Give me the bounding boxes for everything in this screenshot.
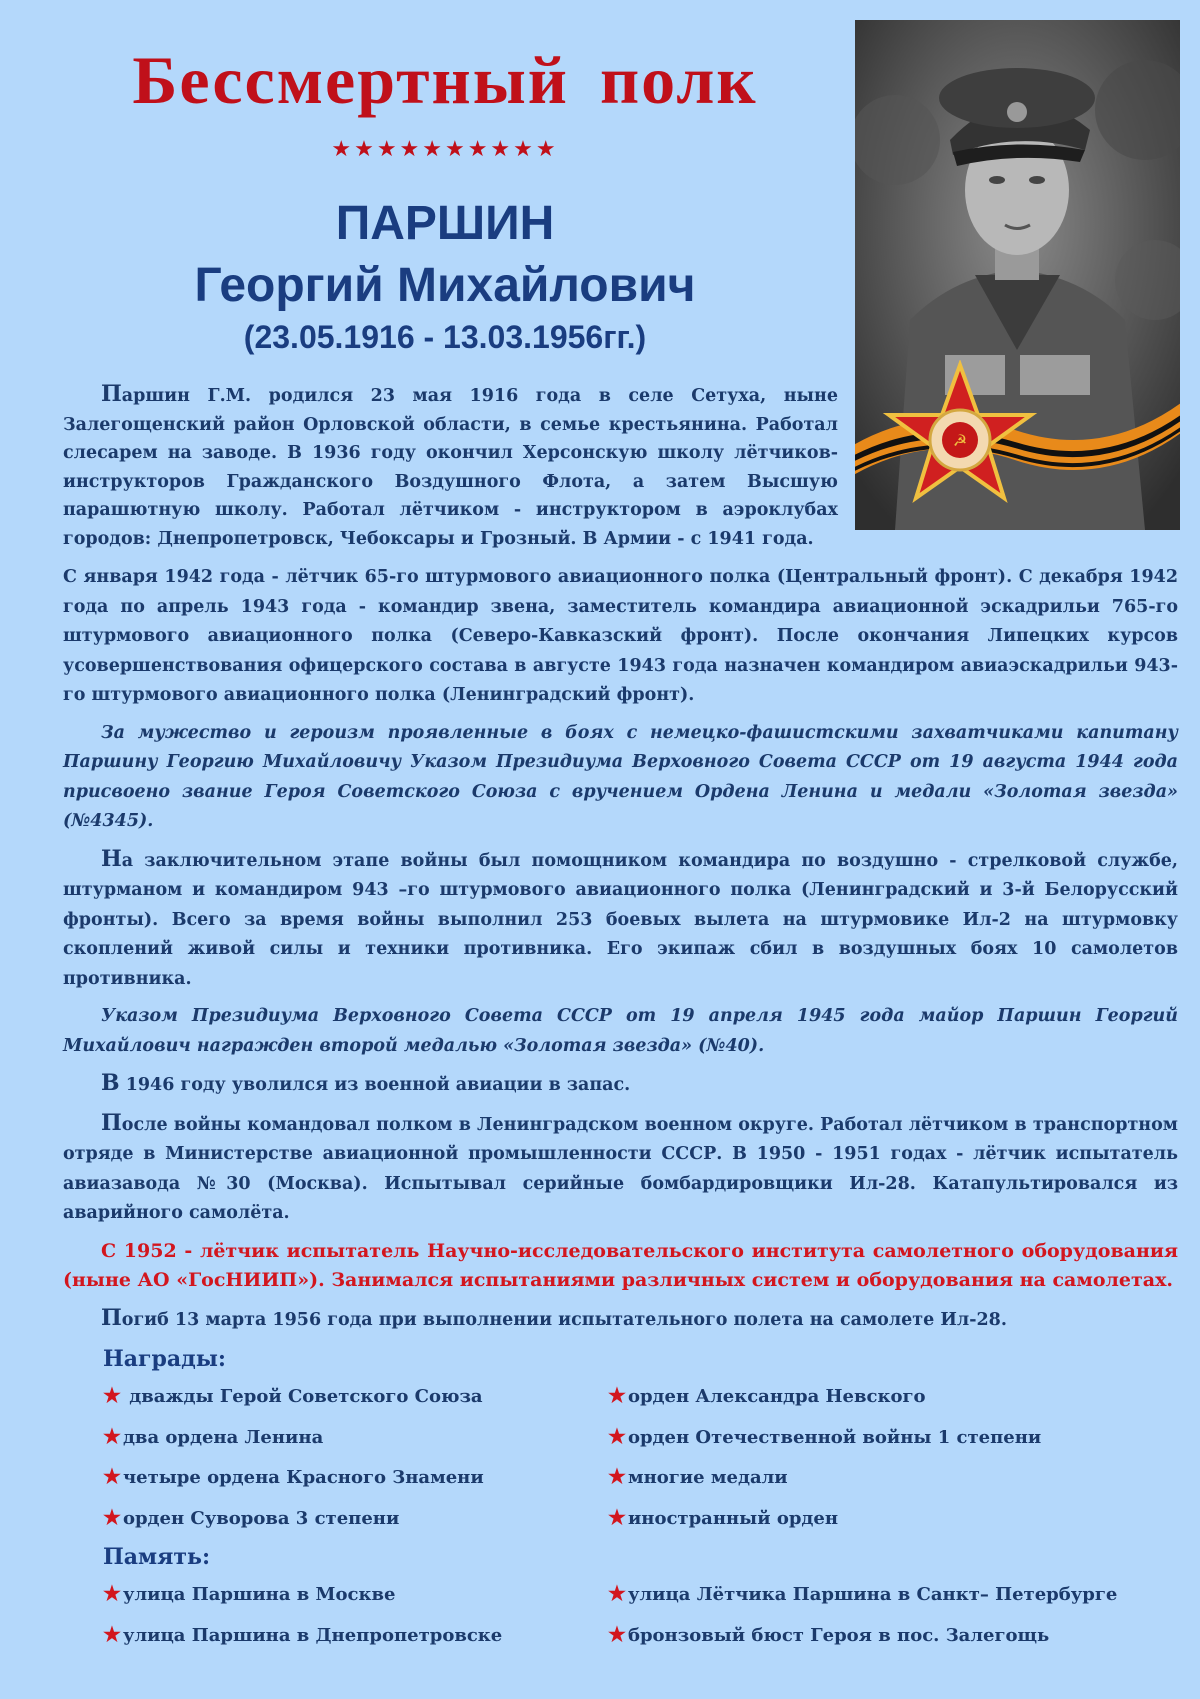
drop-letter: П xyxy=(101,1304,122,1331)
list-item xyxy=(103,1503,608,1534)
star-icon: ★ xyxy=(103,1423,121,1448)
drop-letter: В xyxy=(101,1070,120,1096)
portrait-photo xyxy=(855,20,1180,530)
paragraph-text: осле войны командовал полком в Ленинградском военном округе. Работал лётчиком в транспортном отряде в Министерстве авиационной промышленности СССР. В 1950 - 1951 годах - лётчик испытатель авиазавода №30 (Москва). Испытывал серийные бомбардировщики Ил-28. Катапультировался из аварийного самолёта. xyxy=(63,1114,1178,1223)
memory-list xyxy=(103,1579,1178,1650)
svg-text:☭: ☭ xyxy=(952,431,968,450)
list-item xyxy=(608,1579,1168,1610)
memory-text: улица Паршина в Днепропетровске xyxy=(122,1624,503,1646)
biography xyxy=(63,563,1178,1650)
memory-heading: Память: xyxy=(103,1544,211,1570)
page-title: Бессмертный полк xyxy=(132,42,758,118)
list-item xyxy=(608,1462,1168,1493)
stars-divider: ★★★★★★★★★★ xyxy=(331,137,559,162)
awards-heading: Награды: xyxy=(103,1346,226,1372)
list-item xyxy=(103,1381,608,1412)
paragraph-text: огиб 13 марта 1956 года при выполнении испытательного полета на самолете Ил-28. xyxy=(121,1309,1007,1330)
list-item xyxy=(608,1381,1168,1412)
award-text: орден Отечественной войны 1 степени xyxy=(627,1426,1042,1448)
award-text: орден Александра Невского xyxy=(627,1386,926,1407)
memory-text: улица Лётчика Паршина в Санкт– Петербурге xyxy=(627,1584,1118,1605)
drop-letter: П xyxy=(101,1109,122,1136)
list-item xyxy=(103,1620,608,1651)
star-icon: ★ xyxy=(608,1383,626,1407)
drop-letter: П xyxy=(101,381,122,407)
star-icon: ★ xyxy=(103,1504,121,1529)
life-dates: (23.05.1916 - 13.03.1956гг.) xyxy=(243,319,647,355)
paragraph-reserve xyxy=(63,1069,1178,1101)
award-text: многие медали xyxy=(627,1467,788,1488)
star-icon: ★ xyxy=(608,1621,626,1646)
star-icon: ★ xyxy=(608,1464,626,1488)
paragraph-second-star: Указом Президиума Верховного Совета СССР от 19 апреля 1945 года майор Паршин Георгий Михайлович награжден второй медалью «Золотая звезда» (№40). xyxy=(63,1006,1178,1056)
award-text: орден Суворова 3 степени xyxy=(122,1507,400,1529)
list-item xyxy=(608,1620,1168,1651)
intro-paragraph xyxy=(63,380,838,553)
given-names: Георгий Михайлович xyxy=(194,259,696,312)
header xyxy=(60,40,830,358)
memory-text: улица Паршина в Москве xyxy=(122,1584,396,1605)
paragraph-hero-award: За мужество и героизм проявленные в боях с немецко-фашистскими захватчиками капитану Паршину Георгию Михайловичу Указом Президиума Верховного Совета СССР от 19 августа 1944 года присвоено звание Героя Советского Союза с вручением Ордена Ленина и медали «Золотая звезда» (№4345). xyxy=(63,722,1178,831)
paragraph-gosniip: С 1952 - лётчик испытатель Научно-исследовательского института самолетного оборудования (ныне АО «ГосНИИП»). Занимался испытаниями различных систем и оборудования на самолетах. xyxy=(63,1239,1178,1291)
order-of-patriotic-war-emblem-icon xyxy=(855,360,1180,530)
surname: ПАРШИН xyxy=(335,197,555,250)
list-item xyxy=(608,1503,1168,1534)
drop-letter: Н xyxy=(101,845,122,872)
award-text: четыре ордена Красного Знамени xyxy=(122,1467,484,1488)
star-icon: ★ xyxy=(103,1581,121,1605)
memory-text: бронзовый бюст Героя в пос. Залегощь xyxy=(627,1624,1050,1646)
paragraph-death xyxy=(63,1304,1178,1336)
awards-list xyxy=(103,1381,1178,1533)
paragraph-text: 1946 году уволился из военной авиации в запас. xyxy=(119,1075,631,1095)
award-text: дважды Герой Советского Союза xyxy=(122,1386,483,1407)
list-item xyxy=(608,1422,1168,1453)
award-text: иностранный орден xyxy=(627,1507,839,1529)
list-item xyxy=(103,1579,608,1610)
star-icon: ★ xyxy=(103,1383,121,1407)
list-item xyxy=(103,1422,608,1453)
star-icon: ★ xyxy=(608,1581,626,1605)
paragraph-text: а заключительном этапе войны был помощником командира по воздушно - стрелковой службе, штурманом и командиром 943 –го штурмового авиационного полка (Ленинградский и 3-й Белорусский фронты). Всего за время войны выполнил 253 боевых вылета на штурмовике Ил-2 на штурмовку скоплений живой силы и техники противника. Его экипаж сбил в воздушных боях 10 самолетов противника. xyxy=(63,850,1178,989)
award-text: два ордена Ленина xyxy=(122,1426,324,1448)
list-item xyxy=(103,1462,608,1493)
star-icon: ★ xyxy=(608,1504,626,1529)
star-icon: ★ xyxy=(103,1621,121,1646)
intro-text: аршин Г.М. родился 23 мая 1916 года в селе Сетуха, ныне Залегощенский район Орловской области, в семье крестьянина. Работал слесарем на заводе. В 1936 году окончил Херсонскую школу лётчиков-инструкторов Гражданского Воздушного Флота, а затем Высшую парашютную школу. Работал лётчиком - инструктором в аэроклубах городов: Днепропетровск, Чебоксары и Грозный. В Армии - с 1941 года. xyxy=(63,386,838,549)
star-icon: ★ xyxy=(608,1423,626,1448)
paragraph-after-war xyxy=(63,1109,1178,1229)
paragraph-service: С января 1942 года - лётчик 65-го штурмового авиационного полка (Центральный фронт). С декабря 1942 года по апрель 1943 года - командир звена, заместитель командира авиационной эскадрильи 765-го штурмового авиационного полка (Северо-Кавказский фронт). После окончания Липецких курсов усовершенствования офицерского состава в августе 1943 года назначен командиром авиаэскадрильи 943-го штурмового авиационного полка (Ленинградский фронт). xyxy=(63,567,1178,705)
paragraph-final-stage xyxy=(63,845,1178,995)
star-icon: ★ xyxy=(103,1464,121,1488)
